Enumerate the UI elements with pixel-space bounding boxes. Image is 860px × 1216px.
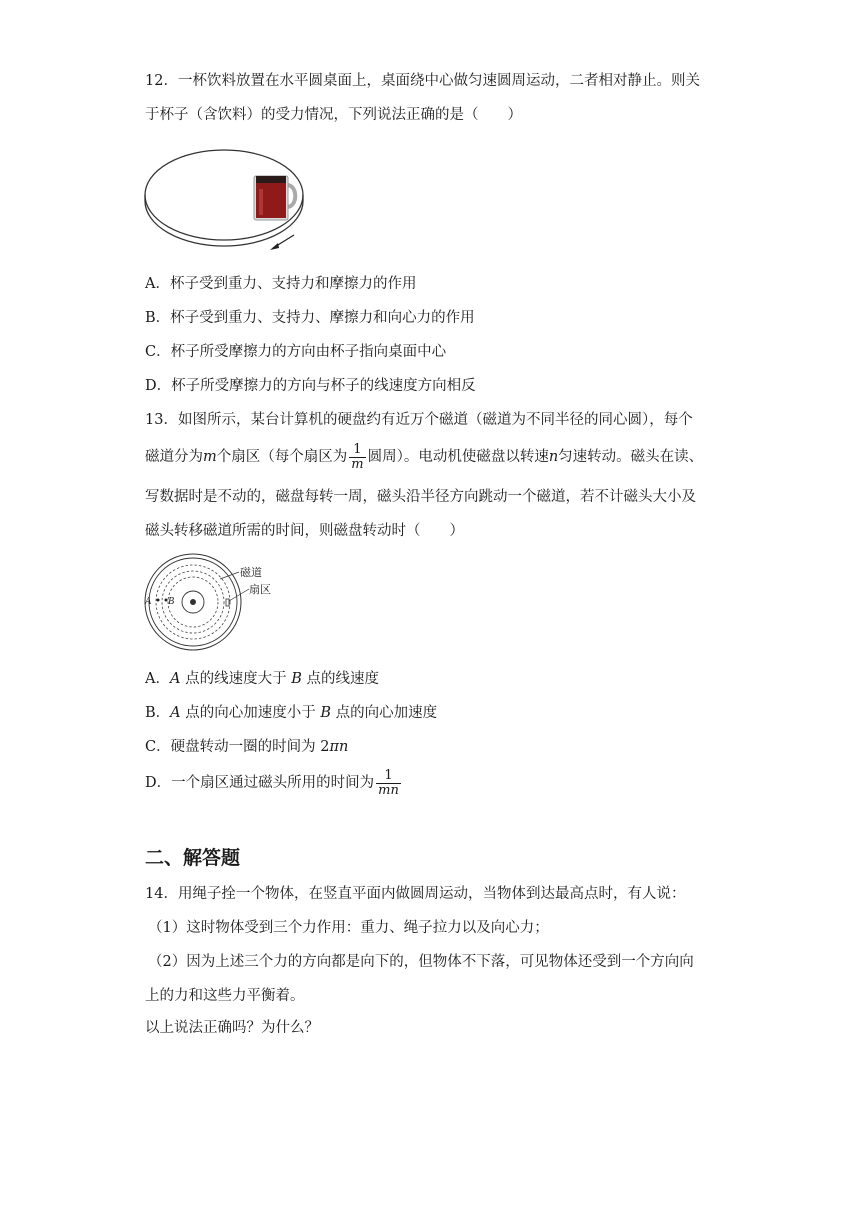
q13-option-a: A．A 点的线速度大于 B 点的线速度 — [145, 671, 379, 687]
q13-stem-line2: 磁道分为m个扇区（每个扇区为 $\frac{1}{m}$ 圆周）。电动机使磁盘以转速n匀速转动。磁头在读、 — [145, 441, 704, 472]
q12-option-d: D．杯子所受摩擦力的方向与杯子的线速度方向相反 — [145, 378, 476, 394]
q13-figure-hard-disk — [143, 552, 283, 652]
q14-statement-2-line2: 上的力和这些力平衡着。 — [145, 988, 305, 1004]
q14-statement-1: （1）这时物体受到三个力作用：重力、绳子拉力以及向心力； — [148, 920, 549, 936]
fraction-1-over-mn: $\frac{1}{mn}$ — [378, 767, 399, 798]
q12-stem-line2: 于杯子（含饮料）的受力情况，下列说法正确的是（ ） — [145, 107, 522, 123]
q13-option-c: C．硬盘转动一圈的时间为 2πn — [145, 739, 349, 755]
q13-option-d: D．一个扇区通过磁头所用的时间为 $\frac{1}{mn}$ — [145, 767, 399, 798]
q12-figure-turntable-with-cup — [142, 145, 312, 255]
fraction-1-over-m: $\frac{1}{m}$ — [351, 441, 364, 472]
fig-label-sector: 扇区 — [249, 583, 271, 596]
q14-question: 以上说法正确吗？为什么？ — [145, 1020, 319, 1036]
q13-stem-line1: 13．如图所示，某台计算机的硬盘约有近万个磁道（磁道为不同半径的同心圆），每个 — [145, 412, 693, 428]
q13-stem-line4: 磁头转移磁道所需的时间，则磁盘转动时（ ） — [145, 523, 464, 539]
section-heading: 二、解答题 — [145, 847, 241, 869]
q12-stem-line1: 12．一杯饮料放置在水平圆桌面上，桌面绕中心做匀速圆周运动，二者相对静止。则关 — [145, 73, 700, 89]
q13-stem-line3: 写数据时是不动的，磁盘每转一周，磁头沿半径方向跳动一个磁道，若不计磁头大小及 — [145, 489, 696, 505]
fig-label-b: B — [168, 596, 175, 607]
q12-option-b: B．杯子受到重力、支持力、摩擦力和向心力的作用 — [145, 310, 475, 326]
q12-option-c: C．杯子所受摩擦力的方向由杯子指向桌面中心 — [145, 344, 447, 360]
q13-option-b: B．A 点的向心加速度小于 B 点的向心加速度 — [145, 705, 438, 721]
fig-label-a: A — [145, 596, 152, 607]
q14-statement-2-line1: （2）因为上述三个力的方向都是向下的，但物体不下落，可见物体还受到一个方向向 — [148, 954, 694, 970]
q14-stem-line1: 14．用绳子拴一个物体，在竖直平面内做圆周运动，当物体到达最高点时，有人说： — [145, 886, 686, 902]
q12-option-a: A．杯子受到重力、支持力和摩擦力的作用 — [145, 276, 417, 292]
fig-label-track: 磁道 — [240, 566, 262, 579]
